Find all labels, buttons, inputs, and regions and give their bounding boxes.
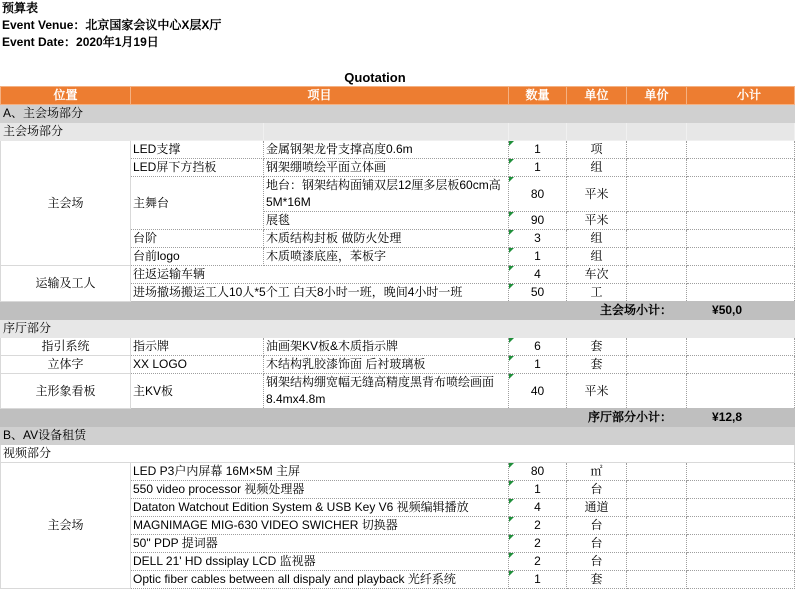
subtotal-cell[interactable] [687, 481, 795, 499]
item-cell[interactable]: 台阶 [131, 230, 264, 248]
subtotal-cell[interactable] [687, 499, 795, 517]
subtotal-cell[interactable] [687, 356, 795, 374]
desc-cell[interactable]: 进场撤场搬运工人10人*5个工 白天8小时一班，晚间4小时一班 [131, 284, 509, 302]
unit-cell[interactable]: 套 [567, 356, 627, 374]
price-cell[interactable] [627, 571, 687, 589]
quotation-title: Quotation [344, 70, 406, 85]
price-cell[interactable] [627, 463, 687, 481]
qty-cell[interactable]: 40 [509, 374, 567, 409]
qty-cell[interactable]: 4 [509, 266, 567, 284]
item-cell[interactable]: XX LOGO [131, 356, 264, 374]
qty-cell[interactable]: 1 [509, 356, 567, 374]
unit-cell[interactable]: ㎡ [567, 463, 627, 481]
subtotal-cell[interactable] [687, 212, 795, 230]
subtotal-main-value[interactable]: ¥50,0 [687, 302, 795, 320]
sub-main-label[interactable]: 主会场部分 [1, 123, 131, 141]
subtotal-cell[interactable] [687, 230, 795, 248]
location-cell[interactable]: 主形象看板 [1, 374, 131, 409]
subtotal-cell[interactable] [687, 248, 795, 266]
desc-cell[interactable]: 金属钢架龙骨支撑高度0.6m [264, 141, 509, 159]
price-cell[interactable] [627, 517, 687, 535]
desc-cell[interactable]: MAGNIMAGE MIG-630 VIDEO SWICHER 切换器 [131, 517, 509, 535]
col-qty[interactable]: 数量 [509, 87, 567, 105]
item-cell[interactable]: LED屏下方挡板 [131, 159, 264, 177]
subtotal-row [1, 409, 795, 427]
item-cell[interactable]: 主舞台 [131, 177, 264, 230]
sub-foyer-label[interactable]: 序厅部分 [1, 320, 795, 338]
unit-cell[interactable]: 项 [567, 141, 627, 159]
table-row [1, 141, 795, 159]
table-row [1, 356, 795, 374]
table-row [1, 463, 795, 481]
price-cell[interactable] [627, 284, 687, 302]
desc-cell[interactable]: Dataton Watchout Edition System & USB Key V6 视频编辑播放 [131, 499, 509, 517]
price-cell[interactable] [627, 159, 687, 177]
price-cell[interactable] [627, 141, 687, 159]
section-b-label[interactable]: B、AV设备租赁 [1, 427, 795, 445]
desc-cell[interactable]: 钢架结构绷宽幅无缝高精度黑背布喷绘画面8.4mx4.8m [264, 374, 509, 409]
column-header-row [1, 87, 795, 105]
desc-cell[interactable]: 木结构乳胶漆饰面 后衬玻璃板 [264, 356, 509, 374]
desc-cell[interactable]: 550 video processor 视频处理器 [131, 481, 509, 499]
subtotal-main-label[interactable]: 主会场小计： [1, 302, 687, 320]
unit-cell[interactable]: 车次 [567, 266, 627, 284]
desc-cell[interactable]: 地台：钢架结构面铺双层12厘多层板60cm高 5M*16M [264, 177, 509, 212]
subtotal-cell[interactable] [687, 284, 795, 302]
item-cell[interactable]: 台前logo [131, 248, 264, 266]
desc-cell[interactable]: Optic fiber cables between all dispaly and playback 光纤系统 [131, 571, 509, 589]
section-a-label[interactable]: A、主会场部分 [1, 105, 795, 123]
sheet-title: 预算表 [2, 1, 39, 15]
subsection-row [1, 320, 795, 338]
price-cell[interactable] [627, 356, 687, 374]
subtotal-cell[interactable] [687, 141, 795, 159]
unit-cell[interactable]: 台 [567, 481, 627, 499]
section-row [1, 427, 795, 445]
unit-cell[interactable]: 平米 [567, 374, 627, 409]
location-cell[interactable]: 主会场 [1, 463, 131, 589]
qty-cell[interactable]: 90 [509, 212, 567, 230]
unit-cell[interactable]: 台 [567, 553, 627, 571]
col-unit[interactable]: 单位 [567, 87, 627, 105]
unit-cell[interactable]: 工 [567, 284, 627, 302]
qty-cell[interactable]: 1 [509, 481, 567, 499]
qty-cell[interactable]: 2 [509, 553, 567, 571]
subtotal-cell[interactable] [687, 553, 795, 571]
subtotal-cell[interactable] [687, 374, 795, 409]
section-row [1, 105, 795, 123]
subtotal-cell[interactable] [687, 338, 795, 356]
qty-cell[interactable]: 80 [509, 177, 567, 212]
price-cell[interactable] [627, 374, 687, 409]
subsection-row [1, 445, 795, 463]
location-cell[interactable]: 主会场 [1, 141, 131, 266]
quotation-table [0, 86, 795, 589]
location-cell[interactable]: 指引系统 [1, 338, 131, 356]
price-cell[interactable] [627, 481, 687, 499]
subtotal-cell[interactable] [687, 266, 795, 284]
subtotal-foyer-value[interactable]: ¥12,8 [687, 409, 795, 427]
price-cell[interactable] [627, 212, 687, 230]
desc-cell[interactable]: DELL 21' HD dssiplay LCD 监视器 [131, 553, 509, 571]
event-date: Event Date：2020年1月19日 [2, 35, 159, 49]
table-row [1, 374, 795, 409]
desc-cell[interactable]: 50" PDP 提词器 [131, 535, 509, 553]
price-cell[interactable] [627, 338, 687, 356]
item-cell[interactable]: 主KV板 [131, 374, 264, 409]
qty-cell[interactable]: 1 [509, 159, 567, 177]
qty-cell[interactable]: 2 [509, 535, 567, 553]
location-cell[interactable]: 立体字 [1, 356, 131, 374]
subtotal-cell[interactable] [687, 177, 795, 212]
item-cell[interactable]: 指示牌 [131, 338, 264, 356]
item-cell[interactable]: LED支撑 [131, 141, 264, 159]
subtotal-foyer-label[interactable]: 序厅部分小计： [1, 409, 687, 427]
qty-cell[interactable]: 6 [509, 338, 567, 356]
unit-cell[interactable]: 组 [567, 230, 627, 248]
sub-video-label[interactable]: 视频部分 [1, 445, 795, 463]
desc-cell[interactable]: 木质结构封板 做防火处理 [264, 230, 509, 248]
price-cell[interactable] [627, 230, 687, 248]
qty-cell[interactable]: 3 [509, 230, 567, 248]
qty-cell[interactable]: 1 [509, 141, 567, 159]
price-cell[interactable] [627, 177, 687, 212]
qty-cell[interactable]: 2 [509, 517, 567, 535]
subtotal-cell[interactable] [687, 535, 795, 553]
subsection-row [1, 123, 795, 141]
subtotal-cell[interactable] [687, 517, 795, 535]
price-cell[interactable] [627, 535, 687, 553]
qty-cell[interactable]: 4 [509, 499, 567, 517]
unit-cell[interactable]: 组 [567, 159, 627, 177]
unit-cell[interactable]: 平米 [567, 177, 627, 212]
desc-cell[interactable]: 展毯 [264, 212, 509, 230]
price-cell[interactable] [627, 248, 687, 266]
subtotal-cell[interactable] [687, 159, 795, 177]
unit-cell[interactable]: 套 [567, 571, 627, 589]
col-subtotal[interactable]: 小计 [687, 87, 795, 105]
desc-cell[interactable]: 钢架绷喷绘平面立体画 [264, 159, 509, 177]
subtotal-row [1, 302, 795, 320]
unit-cell[interactable]: 套 [567, 338, 627, 356]
unit-cell[interactable]: 台 [567, 535, 627, 553]
unit-cell[interactable]: 通道 [567, 499, 627, 517]
qty-cell[interactable]: 1 [509, 571, 567, 589]
unit-cell[interactable]: 平米 [567, 212, 627, 230]
table-row [1, 338, 795, 356]
subtotal-cell[interactable] [687, 571, 795, 589]
desc-cell[interactable]: 木质喷漆底座，苯板字 [264, 248, 509, 266]
desc-cell[interactable]: 往返运输车辆 [131, 266, 509, 284]
col-position[interactable]: 位置 [1, 87, 131, 105]
unit-cell[interactable]: 台 [567, 517, 627, 535]
unit-cell[interactable]: 组 [567, 248, 627, 266]
location-cell[interactable]: 运输及工人 [1, 266, 131, 302]
qty-cell[interactable]: 1 [509, 248, 567, 266]
qty-cell[interactable]: 50 [509, 284, 567, 302]
price-cell[interactable] [627, 266, 687, 284]
qty-cell[interactable]: 80 [509, 463, 567, 481]
subtotal-cell[interactable] [687, 463, 795, 481]
col-unit-price[interactable]: 单价 [627, 87, 687, 105]
col-item[interactable]: 项目 [131, 87, 509, 105]
event-venue: Event Venue：北京国家会议中心X层X厅 [2, 18, 222, 32]
desc-cell[interactable]: 油画架KV板&木质指示牌 [264, 338, 509, 356]
desc-cell[interactable]: LED P3户内屏幕 16M×5M 主屏 [131, 463, 509, 481]
price-cell[interactable] [627, 499, 687, 517]
price-cell[interactable] [627, 553, 687, 571]
table-row [1, 266, 795, 284]
